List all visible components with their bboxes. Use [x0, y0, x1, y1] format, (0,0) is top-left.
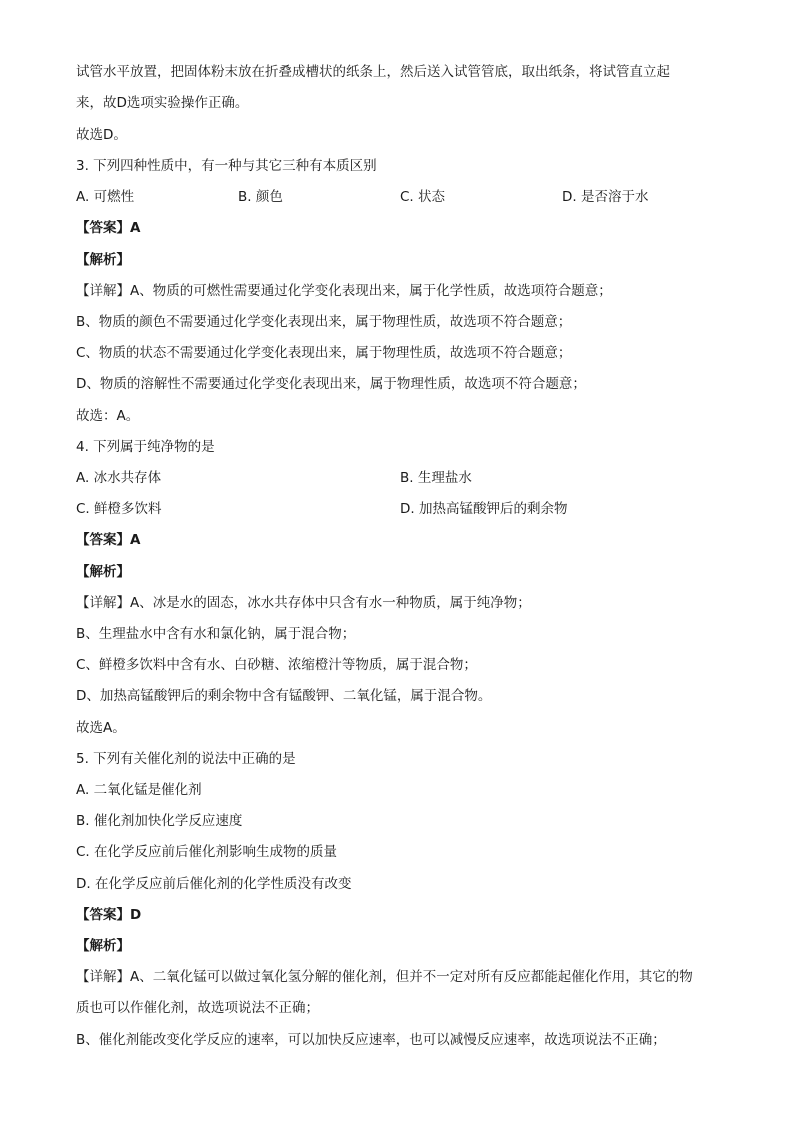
q4-detail-3: C、鲜橙多饮料中含有水、白砂糖、浓缩橙汁等物质，属于混合物；: [76, 657, 477, 673]
q3-option-b: B. 颜色: [238, 189, 283, 205]
q3-detail-3: C、物质的状态不需要通过化学变化表现出来，属于物理性质，故选项不符合题意；: [76, 345, 572, 361]
q3-conclusion: 故选：A。: [76, 408, 140, 424]
q3-option-d: D. 是否溶于水: [562, 189, 649, 205]
q3-detail-4: D、物质的溶解性不需要通过化学变化表现出来，属于物理性质，故选项不符合题意；: [76, 376, 586, 392]
q3-stem: 3. 下列四种性质中，有一种与其它三种有本质区别: [76, 158, 377, 174]
q4-conclusion: 故选A。: [76, 720, 126, 736]
q3-detail-2: B、物质的颜色不需要通过化学变化表现出来，属于物理性质，故选项不符合题意；: [76, 314, 572, 330]
q3-option-c: C. 状态: [400, 189, 446, 205]
q4-option-a: A. 冰水共存体: [76, 470, 162, 486]
q5-option-a: A. 二氧化锰是催化剂: [76, 782, 202, 798]
q5-option-b: B. 催化剂加快化学反应速度: [76, 813, 243, 829]
q5-stem: 5. 下列有关催化剂的说法中正确的是: [76, 751, 296, 767]
q3-option-a: A. 可燃性: [76, 189, 135, 205]
q4-detail-1: 【详解】A、冰是水的固态，冰水共存体中只含有水一种物质，属于纯净物；: [76, 595, 531, 611]
q4-option-b: B. 生理盐水: [400, 470, 472, 486]
q5-option-d: D. 在化学反应前后催化剂的化学性质没有改变: [76, 876, 352, 892]
q4-detail-4: D、加热高锰酸钾后的剩余物中含有锰酸钾、二氧化锰，属于混合物。: [76, 688, 492, 704]
q5-detail-2: 质也可以作催化剂，故选项说法不正确；: [76, 1000, 319, 1016]
q4-detail-2: B、生理盐水中含有水和氯化钠，属于混合物；: [76, 626, 356, 642]
q4-answer: 【答案】A: [76, 532, 141, 548]
q5-detail-1: 【详解】A、二氧化锰可以做过氧化氢分解的催化剂，但并不一定对所有反应都能起催化作用，其它的物: [76, 969, 693, 985]
intro-line-2: 来，故D选项实验操作正确。: [76, 95, 249, 111]
intro-line-1: 试管水平放置，把固体粉末放在折叠成槽状的纸条上，然后送入试管管底，取出纸条，将试管直立起: [76, 64, 670, 80]
q4-analysis-heading: 【解析】: [76, 564, 130, 580]
intro-conclusion: 故选D。: [76, 127, 127, 143]
q3-detail-1: 【详解】A、物质的可燃性需要通过化学变化表现出来，属于化学性质，故选项符合题意；: [76, 283, 612, 299]
q3-analysis-heading: 【解析】: [76, 252, 130, 268]
q4-option-c: C. 鲜橙多饮料: [76, 501, 162, 517]
q5-detail-3: B、催化剂能改变化学反应的速率，可以加快反应速率，也可以减慢反应速率，故选项说法不正确；: [76, 1032, 666, 1048]
q5-option-c: C. 在化学反应前后催化剂影响生成物的质量: [76, 844, 338, 860]
q4-option-d: D. 加热高锰酸钾后的剩余物: [400, 501, 568, 517]
q4-stem: 4. 下列属于纯净物的是: [76, 439, 215, 455]
q5-answer: 【答案】D: [76, 907, 142, 923]
q5-analysis-heading: 【解析】: [76, 938, 130, 954]
q3-answer: 【答案】A: [76, 220, 141, 236]
